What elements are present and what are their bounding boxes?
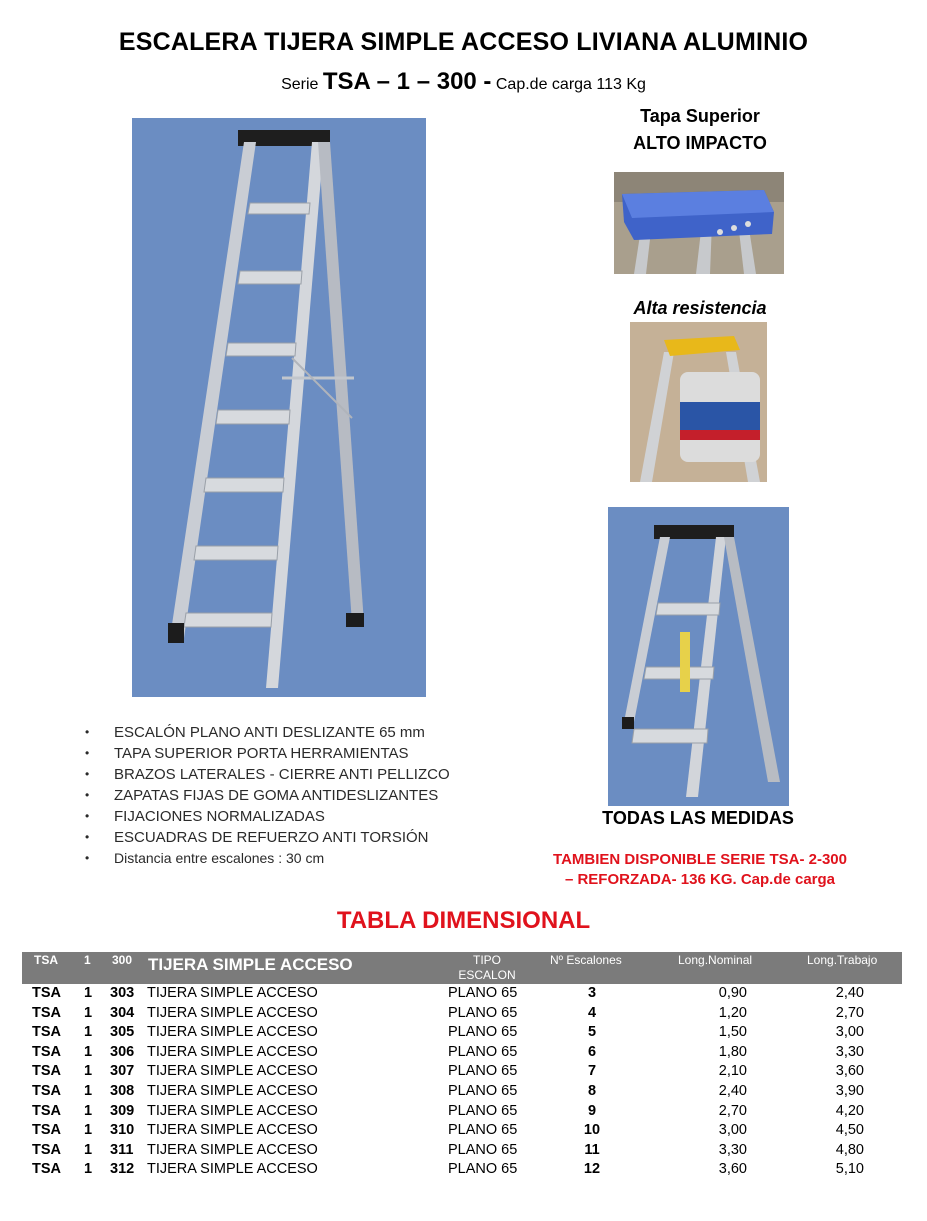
header-trabajo: Long.Trabajo <box>807 953 878 967</box>
cell-descripcion: TIJERA SIMPLE ACCESO <box>147 1102 318 1119</box>
header-escalones: Nº Escalones <box>550 953 622 967</box>
cell-serie: TSA <box>32 1102 61 1119</box>
cell-serie: TSA <box>32 1141 61 1158</box>
cell-escalones: 6 <box>587 1043 597 1060</box>
cell-escalon: PLANO 65 <box>448 1043 518 1060</box>
cell-descripcion: TIJERA SIMPLE ACCESO <box>147 1004 318 1021</box>
cell-trabajo: 3,00 <box>835 1024 864 1041</box>
cell-tipo: 1 <box>84 1024 93 1041</box>
cell-trabajo: 4,50 <box>835 1122 864 1139</box>
cell-serie: TSA <box>32 1122 61 1139</box>
table-row <box>22 1142 902 1162</box>
cell-trabajo: 3,30 <box>835 1043 864 1060</box>
alta-resistencia-heading: Alta resistencia <box>633 298 767 318</box>
table-row <box>22 1083 902 1103</box>
cell-nominal: 2,10 <box>718 1063 747 1080</box>
cell-trabajo: 5,10 <box>835 1161 864 1178</box>
cell-descripcion: TIJERA SIMPLE ACCESO <box>147 1083 318 1099</box>
serie-code: TSA – 1 – 300 - <box>322 68 492 95</box>
table-row <box>22 1044 902 1064</box>
cell-escalones: 3 <box>587 985 597 1001</box>
cell-trabajo: 3,60 <box>835 1063 864 1080</box>
cell-tipo: 1 <box>84 1161 93 1178</box>
cell-modelo: 312 <box>110 1161 135 1178</box>
table-row <box>22 1122 902 1142</box>
header-escalon-1: TIPO <box>472 953 501 967</box>
cell-modelo: 304 <box>110 1004 135 1021</box>
ladder-illustration <box>132 118 426 697</box>
table-row <box>22 1005 902 1025</box>
tapa-superior-heading <box>600 103 800 157</box>
cell-modelo: 311 <box>110 1141 134 1158</box>
table-header <box>22 952 902 984</box>
cell-nominal: 2,70 <box>718 1102 747 1119</box>
cell-escalon: PLANO 65 <box>448 1102 518 1119</box>
tambien-line2: – REFORZADA- 136 KG. Cap.de carga <box>564 871 836 888</box>
cell-nominal: 2,40 <box>718 1083 747 1099</box>
cell-tipo: 1 <box>84 1063 93 1080</box>
cell-descripcion: TIJERA SIMPLE ACCESO <box>147 1043 318 1060</box>
cell-escalon: PLANO 65 <box>448 985 518 1001</box>
small-ladder-photo <box>608 507 789 806</box>
feature-list <box>85 722 450 869</box>
table-row <box>22 1063 902 1083</box>
header-descripcion: TIJERA SIMPLE ACCESO <box>148 955 353 974</box>
cell-escalones: 5 <box>587 1024 597 1041</box>
cell-escalones: 9 <box>587 1102 597 1119</box>
top-cap-illustration <box>614 172 784 274</box>
small-ladder-illustration <box>608 507 789 806</box>
ladder-photo <box>132 118 426 697</box>
cell-modelo: 303 <box>110 985 135 1001</box>
series-subtitle <box>0 68 927 96</box>
cell-descripcion: TIJERA SIMPLE ACCESO <box>147 1063 318 1080</box>
cell-nominal: 1,20 <box>718 1004 747 1021</box>
tapa-line1: Tapa Superior <box>640 106 760 126</box>
cell-nominal: 1,80 <box>718 1043 747 1060</box>
header-modelo: 300 <box>112 953 133 967</box>
cell-trabajo: 2,70 <box>835 1004 864 1021</box>
cell-escalones: 4 <box>587 1004 597 1021</box>
cell-descripcion: TIJERA SIMPLE ACCESO <box>147 1122 318 1139</box>
cell-descripcion: TIJERA SIMPLE ACCESO <box>147 1141 318 1158</box>
cell-serie: TSA <box>32 1024 61 1041</box>
cell-nominal: 3,00 <box>718 1122 747 1139</box>
page-title: ESCALERA TIJERA SIMPLE ACCESO LIVIANA ALUMINIO <box>118 28 809 56</box>
cell-escalon: PLANO 65 <box>448 1122 518 1139</box>
header-tipo: 1 <box>84 953 91 967</box>
cell-serie: TSA <box>32 1043 61 1060</box>
cell-serie: TSA <box>32 1161 61 1178</box>
cell-escalones: 11 <box>584 1141 600 1158</box>
cell-escalones: 7 <box>587 1063 597 1080</box>
table-row <box>22 985 902 1005</box>
tambien-disponible-note <box>505 850 895 890</box>
cell-modelo: 308 <box>110 1083 135 1099</box>
cell-escalon: PLANO 65 <box>448 1161 518 1178</box>
paint-can-illustration <box>630 322 767 482</box>
cell-nominal: 3,60 <box>718 1161 747 1178</box>
feature-item: • ESCUADRAS DE REFUERZO ANTI TORSIÓN <box>85 827 450 848</box>
cell-tipo: 1 <box>84 1141 93 1158</box>
feature-item: • Distancia entre escalones : 30 cm <box>85 848 450 869</box>
cell-escalones: 12 <box>583 1161 601 1178</box>
cell-escalon: PLANO 65 <box>448 1063 518 1080</box>
cell-trabajo: 4,80 <box>835 1141 864 1158</box>
cell-escalones: 10 <box>583 1122 601 1139</box>
cell-trabajo: 4,20 <box>835 1102 864 1119</box>
cell-nominal: 1,50 <box>718 1024 747 1041</box>
cell-escalon: PLANO 65 <box>448 1083 518 1099</box>
cell-modelo: 309 <box>110 1102 135 1119</box>
cell-tipo: 1 <box>84 1102 93 1119</box>
feature-item: • FIJACIONES NORMALIZADAS <box>85 806 450 827</box>
table-row <box>22 1161 902 1181</box>
cell-serie: TSA <box>32 985 61 1001</box>
alta-resistencia-photo <box>630 322 767 482</box>
cell-escalon: PLANO 65 <box>448 1024 518 1041</box>
cell-trabajo: 3,90 <box>835 1083 864 1099</box>
feature-item: • TAPA SUPERIOR PORTA HERRAMIENTAS <box>85 743 450 764</box>
cell-escalones: 8 <box>587 1083 597 1099</box>
cell-descripcion: TIJERA SIMPLE ACCESO <box>147 1161 318 1178</box>
cell-tipo: 1 <box>84 1122 93 1139</box>
table-row <box>22 1024 902 1044</box>
header-serie: TSA <box>34 953 58 967</box>
serie-label: Serie <box>281 76 319 93</box>
table-row <box>22 1103 902 1123</box>
tambien-line1: TAMBIEN DISPONIBLE SERIE TSA- 2-300 <box>553 851 847 868</box>
cell-tipo: 1 <box>84 1043 93 1060</box>
tapa-line2: ALTO IMPACTO <box>633 133 767 153</box>
cell-nominal: 0,90 <box>718 985 747 1001</box>
cell-descripcion: TIJERA SIMPLE ACCESO <box>147 985 318 1001</box>
cell-modelo: 305 <box>110 1024 135 1041</box>
feature-item: • BRAZOS LATERALES - CIERRE ANTI PELLIZCO <box>85 764 450 785</box>
tapa-superior-photo <box>614 172 784 274</box>
cell-modelo: 306 <box>110 1043 135 1060</box>
header-nominal: Long.Nominal <box>678 953 753 967</box>
tabla-dimensional-title: TABLA DIMENSIONAL <box>336 907 591 934</box>
todas-las-medidas: TODAS LAS MEDIDAS <box>602 808 794 828</box>
cell-nominal: 3,30 <box>718 1141 747 1158</box>
cell-tipo: 1 <box>84 985 93 1001</box>
cell-trabajo: 2,40 <box>835 985 864 1001</box>
cell-escalon: PLANO 65 <box>448 1141 518 1158</box>
feature-item: • ZAPATAS FIJAS DE GOMA ANTIDESLIZANTES <box>85 785 450 806</box>
cell-serie: TSA <box>32 1063 61 1080</box>
cell-escalon: PLANO 65 <box>448 1004 518 1021</box>
capacity-label: Cap.de carga 113 Kg <box>495 76 646 93</box>
cell-serie: TSA <box>32 1004 61 1021</box>
header-escalon-2: ESCALON <box>458 968 516 982</box>
cell-modelo: 307 <box>110 1063 135 1080</box>
cell-serie: TSA <box>32 1083 61 1099</box>
cell-tipo: 1 <box>84 1083 93 1099</box>
cell-modelo: 310 <box>110 1122 135 1139</box>
cell-descripcion: TIJERA SIMPLE ACCESO <box>147 1024 318 1041</box>
cell-tipo: 1 <box>84 1004 93 1021</box>
feature-item: • ESCALÓN PLANO ANTI DESLIZANTE 65 mm <box>85 722 450 743</box>
